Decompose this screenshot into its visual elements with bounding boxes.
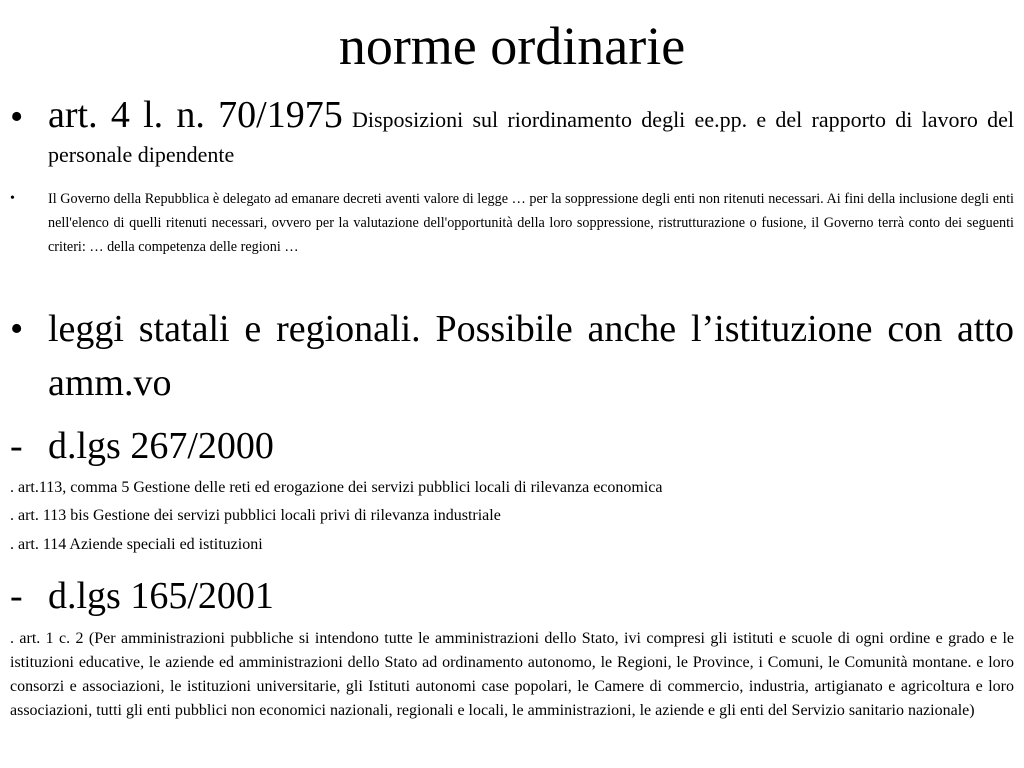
dash-marker: - (10, 575, 23, 617)
dash-text: d.lgs 267/2000 (48, 425, 274, 467)
dash-item-dlgs-267 (10, 424, 274, 468)
bullet-text (48, 94, 1014, 172)
bullet-item-art4 (10, 94, 1014, 172)
bullet-heading: art. 4 l. n. 70/1975 (48, 94, 343, 136)
dash-item-dlgs-165 (10, 574, 274, 618)
bullet-marker: • (10, 308, 24, 350)
slide-title: norme ordinarie (338, 16, 686, 76)
bullet-description: Disposizioni sul riordinamento degli ee.pp. e del rapporto di lavoro del personale dipendente (48, 107, 1014, 167)
dash-marker: - (10, 425, 23, 467)
sub-bullet-item (10, 187, 1014, 259)
sub-bullet-marker: • (10, 191, 15, 206)
bullet-item-leggi (10, 302, 1014, 410)
article-line: . art. 114 Aziende speciali ed istituzioni (10, 536, 263, 553)
bullet-text: leggi statali e regionali. Possibile anche l’istituzione con atto amm.vo (48, 308, 1014, 404)
bullet-marker: • (10, 96, 24, 138)
article-line: . art.113, comma 5 Gestione delle reti ed erogazione dei servizi pubblici locali di rilevanza economica (10, 479, 663, 496)
article-line: . art. 113 bis Gestione dei servizi pubblici locali privi di rilevanza industriale (10, 507, 501, 524)
sub-bullet-text: Il Governo della Repubblica è delegato ad emanare decreti aventi valore di legge … per la soppressione degli enti non ritenuti necessari. Ai fini della inclusione degli enti nell'elenco di quelli ritenuti necessari, ovvero per la valutazione dell'opportunità della loro soppressione, ristrutturazione o fusione, il Governo terrà conto dei seguenti criteri: … della competenza delle regioni … (48, 191, 1014, 255)
article-paragraph: . art. 1 c. 2 (Per amministrazioni pubbliche si intendono tutte le amministrazioni dello Stato, ivi compresi gli istituti e scuole di ogni ordine e grado e le istituzioni educative, le aziende ed amministrazioni dello Stato ad ordinamento autonomo, le Regioni, le Province, i Comuni, le Comunità montane. e loro consorzi e associazioni, le istituzioni universitarie, gli Istituti autonomi case popolari, le Camere di commercio, industria, artigianato e agricoltura e loro associazioni, tutti gli enti pubblici non economici nazionali, regionali e locali, le amministrazioni, le aziende e gli enti del Servizio sanitario nazionale) (10, 630, 1014, 719)
dash-text: d.lgs 165/2001 (48, 575, 274, 617)
